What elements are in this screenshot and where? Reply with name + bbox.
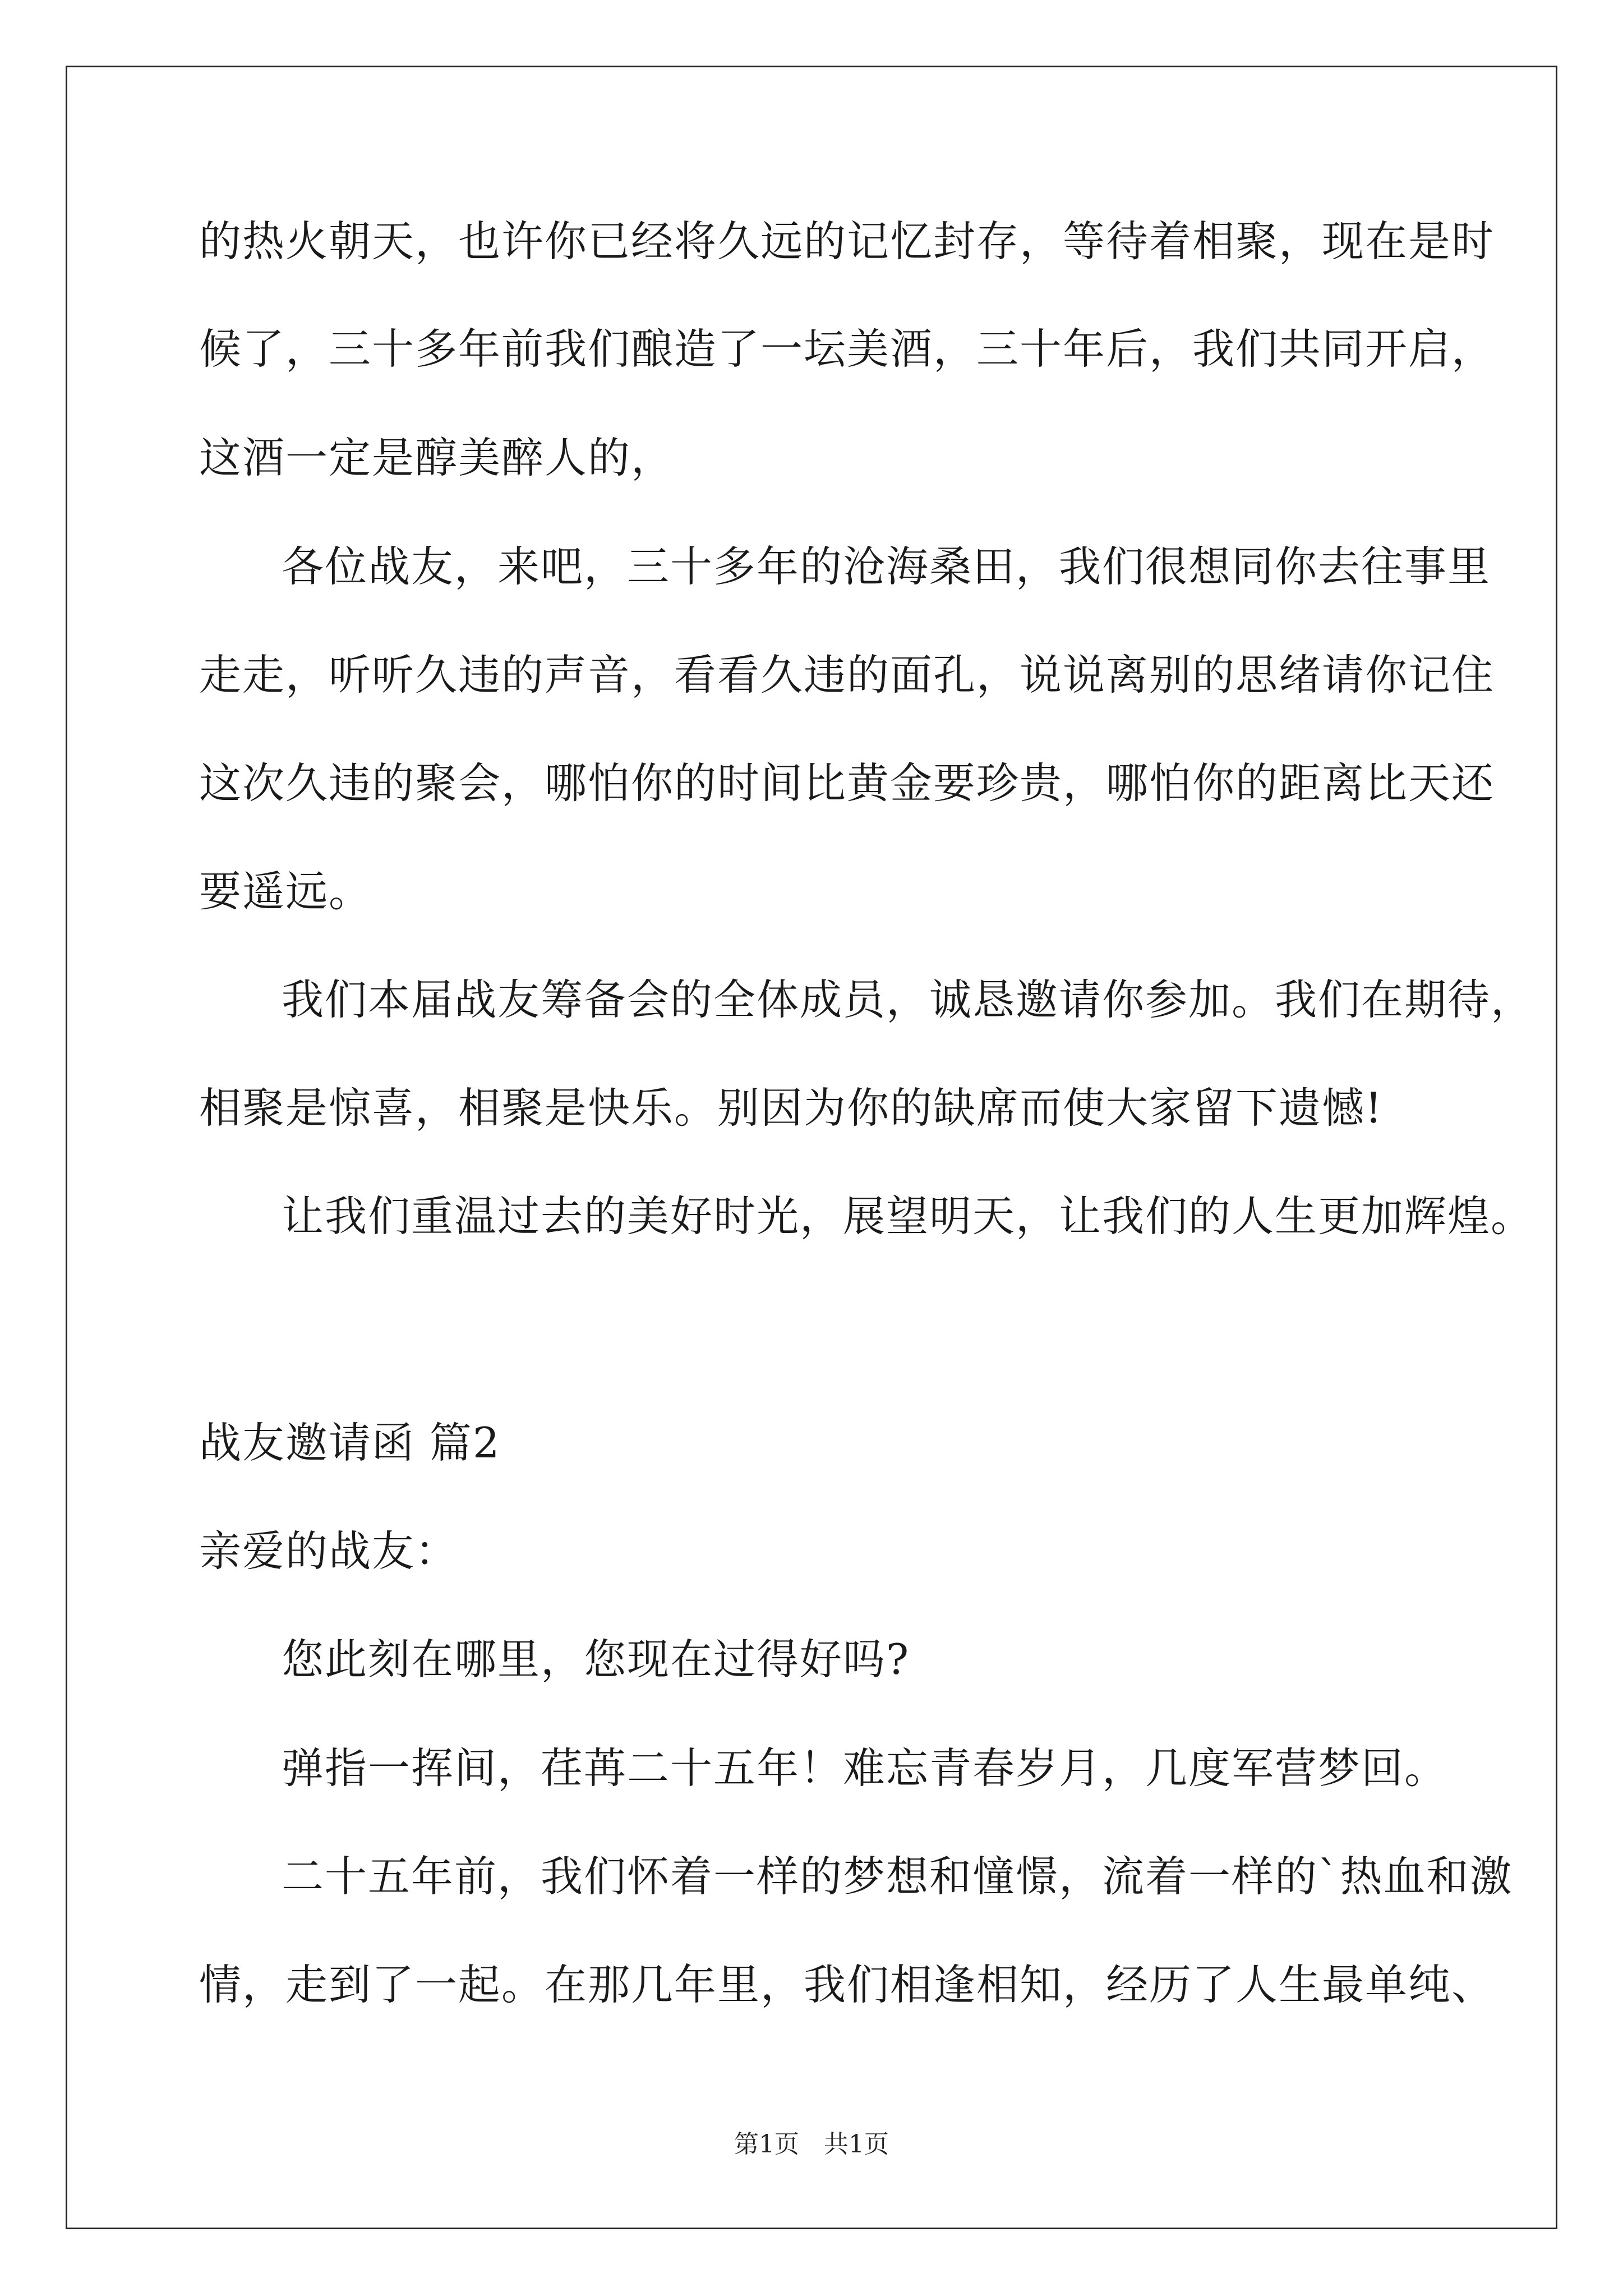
- text-line: 的热火朝天，也许你已经将久远的记忆封存，等待着相聚，现在是时: [199, 217, 1495, 266]
- paragraph-start: 弹指一挥间，荏苒二十五年！难忘青春岁月，几度军营梦回。: [282, 1743, 1448, 1793]
- text-line: 相聚是惊喜，相聚是快乐。别因为你的缺席而使大家留下遗憾!: [199, 1083, 1384, 1133]
- text-line: 要遥远。: [199, 867, 372, 916]
- page-border: [66, 66, 1557, 2229]
- salutation: 亲爱的战友：: [199, 1526, 459, 1576]
- text-line: 候了，三十多年前我们酿造了一坛美酒，三十年后，我们共同开启，: [199, 324, 1495, 374]
- page-footer: 第1页 共1页: [734, 2130, 889, 2159]
- paragraph-start: 二十五年前，我们怀着一样的梦想和憧憬，流着一样的`热血和激: [282, 1852, 1513, 1901]
- paragraph-start: 让我们重温过去的美好时光，展望明天，让我们的人生更加辉煌。: [282, 1191, 1534, 1241]
- section-heading: 战友邀请函 篇2: [199, 1418, 501, 1467]
- text-line: 走走，听听久违的声音，看看久违的面孔，说说离别的思绪请你记住: [199, 650, 1495, 700]
- text-line: 情，走到了一起。在那几年里，我们相逢相知，经历了人生最单纯、: [199, 1960, 1495, 2009]
- text-line: 这酒一定是醇美醉人的，: [199, 433, 675, 482]
- paragraph-start: 我们本届战友筹备会的全体成员，诚恳邀请你参加。我们在期待，: [282, 975, 1534, 1024]
- text-line: 这次久违的聚会，哪怕你的时间比黄金要珍贵，哪怕你的距离比天还: [199, 758, 1495, 808]
- paragraph-start: 您此刻在哪里，您现在过得好吗?: [282, 1635, 910, 1684]
- paragraph-start: 各位战友，来吧，三十多年的沧海桑田，我们很想同你去往事里: [282, 542, 1491, 591]
